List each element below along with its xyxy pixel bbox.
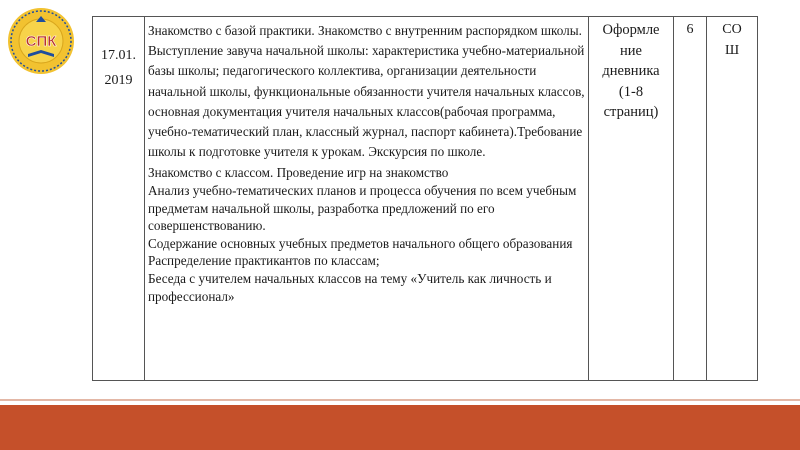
practice-schedule-table: [92, 16, 758, 381]
footer-band: [0, 405, 800, 450]
points-value: 6: [686, 22, 694, 37]
description-paragraph: Знакомство с базой практики. Знакомство с внутренним распорядком школы. Выступление завуча начальной школы: характеристика учебно-материальной базы школы; педагогического коллектива, организации деятельности начальной школы, функциональные обязанности учителя начальных классов, основная документация учителя начальных классов(рабочая программа, учебно-тематический план, классный журнал, паспорт кабинета).Требование школы к подготовке учителя к урокам. Экскурсия по школе.: [148, 23, 585, 160]
college-emblem-icon: [6, 6, 76, 76]
document-line: (1-8: [618, 83, 644, 100]
description-line: Содержание основных учебных предметов начального общего образования: [148, 235, 573, 251]
date-line: 2019: [104, 73, 133, 88]
points-cell: [674, 17, 707, 381]
document-line: ние: [620, 42, 642, 59]
document-line: дневника: [602, 63, 660, 79]
description-line: Беседа с учителем начальных классов на тему «Учитель как личность и профессионал»: [148, 270, 552, 304]
place-line: СО: [722, 22, 742, 37]
date-line: 17.01.: [101, 48, 136, 63]
place-line: Ш: [724, 42, 740, 58]
document-line: страниц): [603, 104, 659, 120]
description-line: Знакомство с классом. Проведение игр на знакомство: [148, 165, 449, 181]
document-line: Оформле: [602, 22, 660, 38]
document-cell: [589, 17, 674, 381]
logo-abbr: СПК: [25, 33, 57, 50]
college-logo: [6, 6, 76, 76]
description-cell: [145, 17, 589, 381]
table-row: [93, 17, 758, 381]
date-cell: [93, 17, 145, 381]
place-cell: [707, 17, 758, 381]
description-line: Анализ учебно-тематических планов и процесса обучения по всем учебным предметам начальной школы, разработка предложений по его совершенствованию.: [148, 183, 577, 234]
footer-divider: [0, 399, 800, 401]
description-line: Распределение практикантов по классам;: [148, 253, 380, 269]
